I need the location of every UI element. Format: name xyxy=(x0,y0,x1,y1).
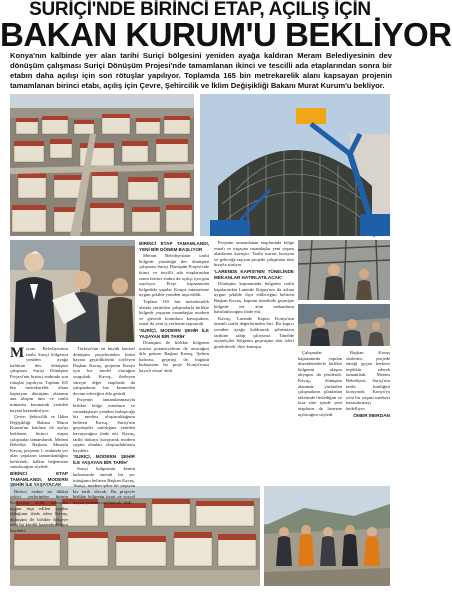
paragraph: Projenin tamamlanan etaplarında bölge esnafı ve yaşayan vatandaşlar yeni yaşam alanlarına kavuştu. Tarihi mirası koruyan ve geleceğe taşıyan projede çalışmalar tüm hızıyla sürüyor. xyxy=(214,240,294,268)
article-column-6 xyxy=(346,350,390,482)
article-column-4 xyxy=(214,240,294,482)
workers-photo xyxy=(298,240,390,300)
byline: ÖMER MERDAN xyxy=(353,413,390,419)
article-column-1 xyxy=(10,345,68,533)
article-column-2 xyxy=(73,346,135,506)
subheading: 'SURİÇİ, MODERN ŞEHİR İLE YAŞAYAN BİR TARİH' xyxy=(139,327,209,339)
headline-line-1: SURİÇİ'NDE BİRİNCİ ETAP, AÇILIŞ İÇİN xyxy=(29,0,371,20)
article-column-5 xyxy=(298,350,342,482)
paragraph: Dönüşüm ile birlikte bölgenin turizm potansiyelinin de artacağını dile getiren Başkan Kavuş, 'Şehrin hafızası, geçmişi ile bugünü buluşturan bu proje Konya'mıza hayırlı olsun' dedi. xyxy=(139,340,209,374)
paragraph: Projenin tamamlanmasıyla birlikte bölge esnafının ve vatandaşların yeniden buluşacağı bir merkez oluşturulduğunu belirten Kavuş, Suriçi'nin geçmişteki canlılığına yeniden kavuşacağını ifade etti. Kavuş, tarihi dokuyu koruyarak modern yaşam alanları oluşturduklarını kaydetti. xyxy=(73,397,135,453)
paragraph: Türkiye'nin en büyük kentsel dönüşüm projelerinden birini hayata geçirdiklerini söyleyen Başkan Kavuş, projenin Konya için bir model olacağını vurguladı. Kavuş, ilerleyen süreçte diğer etaplarda da çalışmaların hız kesmeden devam edeceğini dile getirdi. xyxy=(73,346,135,396)
paragraph: Suriçi bölgesinin kentin hafızasında önemli bir yer tuttuğunu belirten Başkan Kavuş, 'Suriçi, modern şehir ile yaşayan bir tarih olacak. Bu projeyle birlikte bölgenin ticari ve sosyal hayatı yeniden canlanacak' dedi. xyxy=(73,466,135,506)
paragraph: eram Belediyesinin tarihi Suriçi bölgesini yeniden ayağa kaldıran dev dönüşüm çalışması Suriçi Dönüşüm Projesi'nin birinci etabında son rötuşlar yapılıyor. Toplam 165 bin metrekarelik alana kapsayan dönüşüm alanının ana ulaşım tüm ve tarihi mimarisi korunarak yeniden hayata kazandırılıyor. xyxy=(10,346,68,413)
paragraph: Çevre, Şehircilik ve İklim Değişikliği Bakanı Murat Kurum'un katılımı ile açılışı beklenen birinci etapta çalışmalar tamamlandı. Meram Belediye Başkanı Mustafa Kavuş, projenin 1. etabında yer alan yapıların tamamlandığını belirterek, halkın beğenisine sunulacağını söyledi. xyxy=(10,414,68,470)
lead-paragraph: Konya'nın kalbinde yer alan tarihi Suriçi bölgesini yeniden ayağa kaldıran Meram Belediyesinin dev dönüşüm çalışması Suriçi Dönüşüm Projesi'nde tamamlanan ikinci ve tescilli ada etaplarından sonra bir etabın daha açılışı için son rötuşlar yapılıyor. Toplamda 165 bin metrekarelik alanı kapsayan projenin tamamlanan birinci etabı, açılış için Çevre, Şehircilik ve İklim Değişikliği Bakanı Murat Kurum'u bekliyor. xyxy=(10,51,392,90)
group-photo xyxy=(264,486,390,586)
article-column-3 xyxy=(139,240,209,482)
dome-construction-photo xyxy=(200,94,390,236)
subheading: 'LARENDE KAPISI'NIN TÜNELİNDE MEKANLAR HATIRLATILACAK' xyxy=(214,268,294,280)
officials-photo xyxy=(10,240,135,342)
paragraph: Kavuş, 'Larende Kapısı Konya'nın önemli tarihi değerlerinden biri. Bu kapıyı yeniden ayağa kaldırarak şehrimizin tarihine sahip çıkıyoruz. Tünelde ziyaretçiler bölgenin geçmişine dair izleri görebilecek' diye konuştu. xyxy=(214,315,294,349)
aerial-district-photo xyxy=(10,94,194,236)
paragraph: Dönüşüm kapsamında bölgenin tarihi kapılarından Larende Kapısı'nın da aslına uygun şekilde ihya edileceğini belirten Başkan Kavuş, kapının tünelinde geçmişte bölgede yer alan mekanların hatırlatılacağını ifade etti. xyxy=(214,281,294,315)
paragraph: Çalışmalar kapsamında yapılan düzenlemelerle birlikte bölgenin ulaşım altyapısı da yenilendi. Kavuş, dönüşüm alanında yürütülen çalışmaların planlanan takvimde ilerlediğini ve kısa süre içinde yeni etapların da hizmete açılacağını söyledi. xyxy=(298,350,342,417)
paragraph: Başkan Kavuş sözlerini, projede emeği geçen herkese teşekkür ederek tamamladı. Meram Belediyesi, Suriçi'nin tarihi kimliğini koruyarak Konya'ya yeni bir yaşam merkezi kazandırmayı hedefliyor. xyxy=(346,350,390,411)
subheading: BİRİNCİ ETAP TAMAMLANDI, YENİ BİR DÖNEM BAŞLIYOR xyxy=(139,241,209,252)
paragraph: Meram Belediyesinin tarihi bölgede yürüttüğü dev dönüşüm çalışması Suriçi Dönüşüm Projesi'nde ikinci ve tescilli ada etaplarından sonra birinci etabın da açılışı için gün sayılıyor. Proje kapsamında bölgedeki yapılar Konya mimarisine uygun şekilde yeniden inşa edildi. xyxy=(139,253,209,298)
site-inspection-photo xyxy=(298,304,390,346)
headline-line-2: BAKAN KURUM'U BEKLİYOR xyxy=(0,16,452,53)
paragraph: Toplam 165 bin metrekarelik alanda yürütülen çalışmalarla birlikte bölgede yaşayan vatandaşlar modern ve güvenli konutlara kavuşurken, esnaf da yeni iş yerlerine taşınacak. xyxy=(139,298,209,327)
subheading: 'SURİÇİ, MODERN ŞEHİR İLE YAŞAYAN BİR TARİH' xyxy=(73,454,135,465)
drop-cap: M xyxy=(10,345,25,361)
subheading: BİRİNCİ ETAP TAMAMLANDI, MODERN ŞEHİR İLE YAŞAYACAK xyxy=(10,471,68,488)
paragraph: Birinci etabın en dikkat çekici yerlerinden birinin Konya'nın tarihi dokusuna uygun inşa edilen yapılar olduğunu ifade eden Kavuş, dönüşüm ile birlikte bölgeye yeni bir kimlik kazandırıldığını kaydetti. xyxy=(10,488,68,533)
